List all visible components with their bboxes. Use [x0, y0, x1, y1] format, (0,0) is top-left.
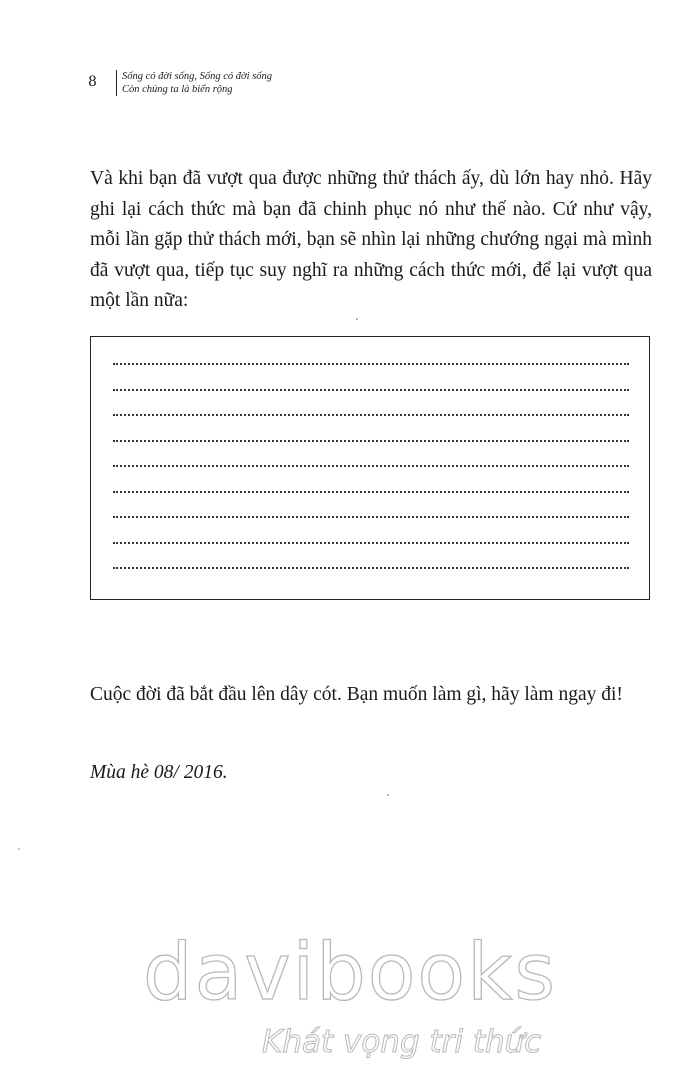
- body-paragraph-1: Và khi bạn đã vượt qua được những thử thách ấy, dù lớn hay nhỏ. Hãy ghi lại cách thức mà bạn đã chinh phục nó như thế nào. Cứ như vậy, mỗi lần gặp thử thách mới, bạn sẽ nhìn lại những chướng ngại mà mình đã vượt qua, tiếp tục suy nghĩ ra những cách thức mới, để lại vượt qua một lần nữa:: [90, 168, 652, 311]
- dotted-writing-line: [113, 465, 629, 467]
- dotted-writing-line: [113, 440, 629, 442]
- dotted-writing-line: [113, 567, 629, 569]
- watermark-tagline: Khát vọng tri thức: [262, 1024, 542, 1060]
- dotted-writing-line: [113, 491, 629, 493]
- scan-speck: [387, 794, 389, 796]
- dotted-writing-line: [113, 542, 629, 544]
- dotted-writing-line: [113, 516, 629, 518]
- scan-speck: [18, 848, 20, 850]
- header-divider: [116, 70, 117, 96]
- scan-speck: [356, 318, 358, 320]
- dotted-writing-line: [113, 363, 629, 365]
- running-header: [122, 70, 272, 96]
- running-header-line-2: Còn chúng ta là biển rộng: [122, 84, 233, 95]
- page-number: 8: [88, 74, 97, 90]
- dotted-writing-line: [113, 414, 629, 416]
- body-paragraph-2: Cuộc đời đã bắt đầu lên dây cót. Bạn muốn làm gì, hãy làm ngay đi!: [90, 684, 623, 705]
- watermark-logo: davibooks: [143, 928, 557, 1018]
- running-header-line-1: Sống có đời sống, Sống có đời sống: [122, 71, 273, 82]
- dotted-writing-line: [113, 389, 629, 391]
- writing-box: [90, 336, 650, 600]
- closing-date: Mùa hè 08/ 2016.: [90, 762, 228, 783]
